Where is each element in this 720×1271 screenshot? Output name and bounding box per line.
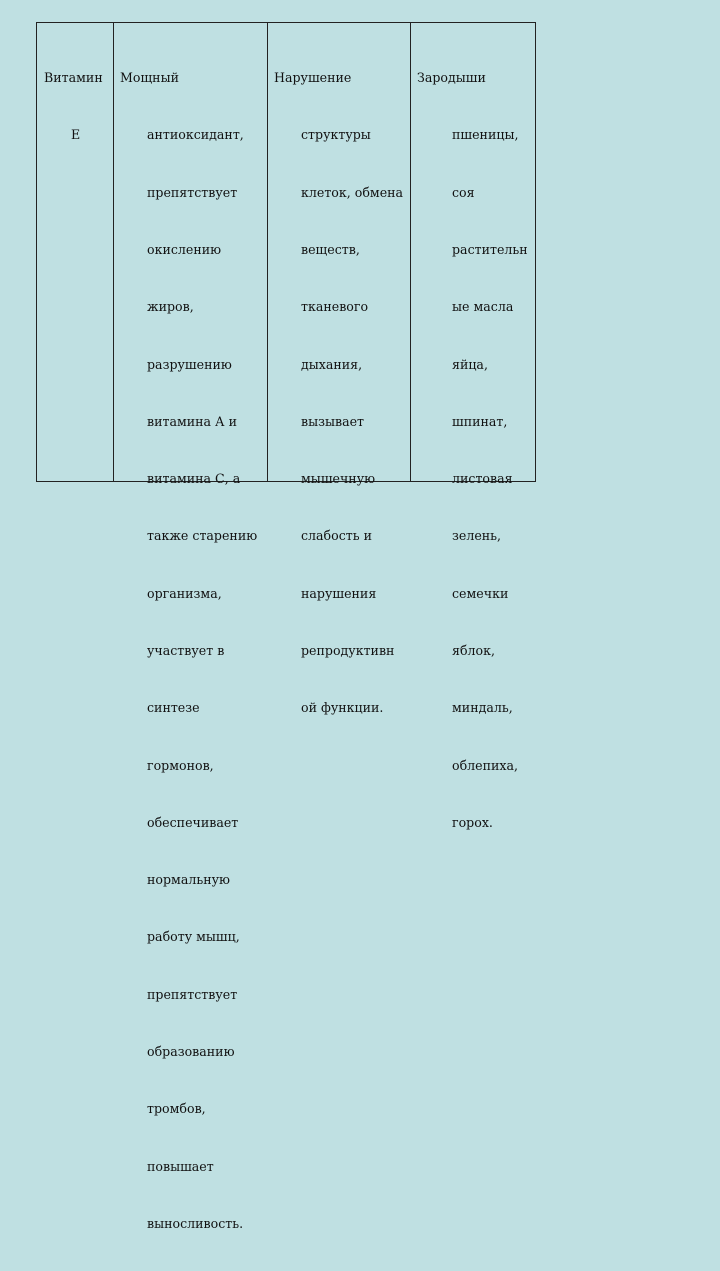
function-line: тромбов, [147, 1101, 206, 1117]
function-line: жиров, [147, 299, 194, 315]
deficiency-line: дыхания, [301, 356, 363, 372]
function-line: выносливость. [147, 1215, 244, 1231]
function-line: препятствует [147, 986, 238, 1002]
sources-line: яблок, [452, 643, 495, 658]
sources-line: шпинат, [452, 413, 508, 429]
vitamin-name-cell [44, 30, 110, 183]
function-line: Мощный [120, 70, 179, 86]
function-cell [120, 30, 265, 1271]
function-line: также старению [147, 528, 258, 544]
deficiency-line: клеток, обмена [301, 184, 404, 200]
deficiency-line: ой функции. [301, 700, 384, 716]
column-divider-3 [410, 23, 411, 481]
function-line: нормальную [147, 872, 230, 888]
column-divider-2 [267, 23, 268, 481]
deficiency-line: Нарушение [274, 70, 352, 86]
deficiency-line: структуры [301, 127, 371, 143]
sources-line: миндаль, [452, 700, 513, 716]
function-line: витамина А и [147, 413, 237, 429]
sources-line: облепиха, [452, 757, 519, 773]
deficiency-line: слабость и [301, 528, 372, 544]
vitamin-table [36, 22, 536, 1231]
sources-cell [417, 30, 533, 870]
sources-line: ые масла [452, 299, 514, 315]
function-line: синтезе [147, 700, 200, 716]
deficiency-line: веществ, [301, 242, 360, 258]
sources-line: семечки [452, 585, 509, 601]
function-line: окислению [147, 242, 222, 258]
function-line: гормонов, [147, 757, 214, 773]
sources-line: горох. [452, 814, 493, 830]
function-line: антиоксидант, [147, 127, 244, 143]
sources-line: пшеницы, [452, 127, 519, 143]
deficiency-line: мышечную [301, 471, 376, 487]
function-line: образованию [147, 1043, 235, 1059]
deficiency-line: тканевого [301, 299, 369, 315]
function-line: препятствует [147, 184, 238, 200]
sources-line: Зародыши [417, 70, 486, 86]
function-line: разрушению [147, 356, 232, 372]
vitamin-name-line: Е [71, 127, 81, 143]
function-line: обеспечивает [147, 814, 239, 830]
sources-line: листовая [452, 471, 513, 487]
function-line: участвует в [147, 643, 225, 658]
sources-line: соя [452, 184, 475, 200]
deficiency-line: вызывает [301, 413, 365, 429]
sources-line: яйца, [452, 356, 488, 372]
column-divider-1 [113, 23, 114, 481]
deficiency-line: репродуктивн [301, 643, 395, 658]
function-line: повышает [147, 1158, 214, 1174]
deficiency-line: нарушения [301, 585, 377, 601]
vitamin-name-line: Витамин [44, 70, 103, 86]
function-line: организма, [147, 585, 222, 601]
deficiency-cell [274, 30, 408, 756]
sources-line: растительн [452, 242, 528, 258]
sources-line: зелень, [452, 528, 502, 544]
function-line: работу мышц, [147, 929, 240, 945]
function-line: витамина С, а [147, 471, 241, 487]
